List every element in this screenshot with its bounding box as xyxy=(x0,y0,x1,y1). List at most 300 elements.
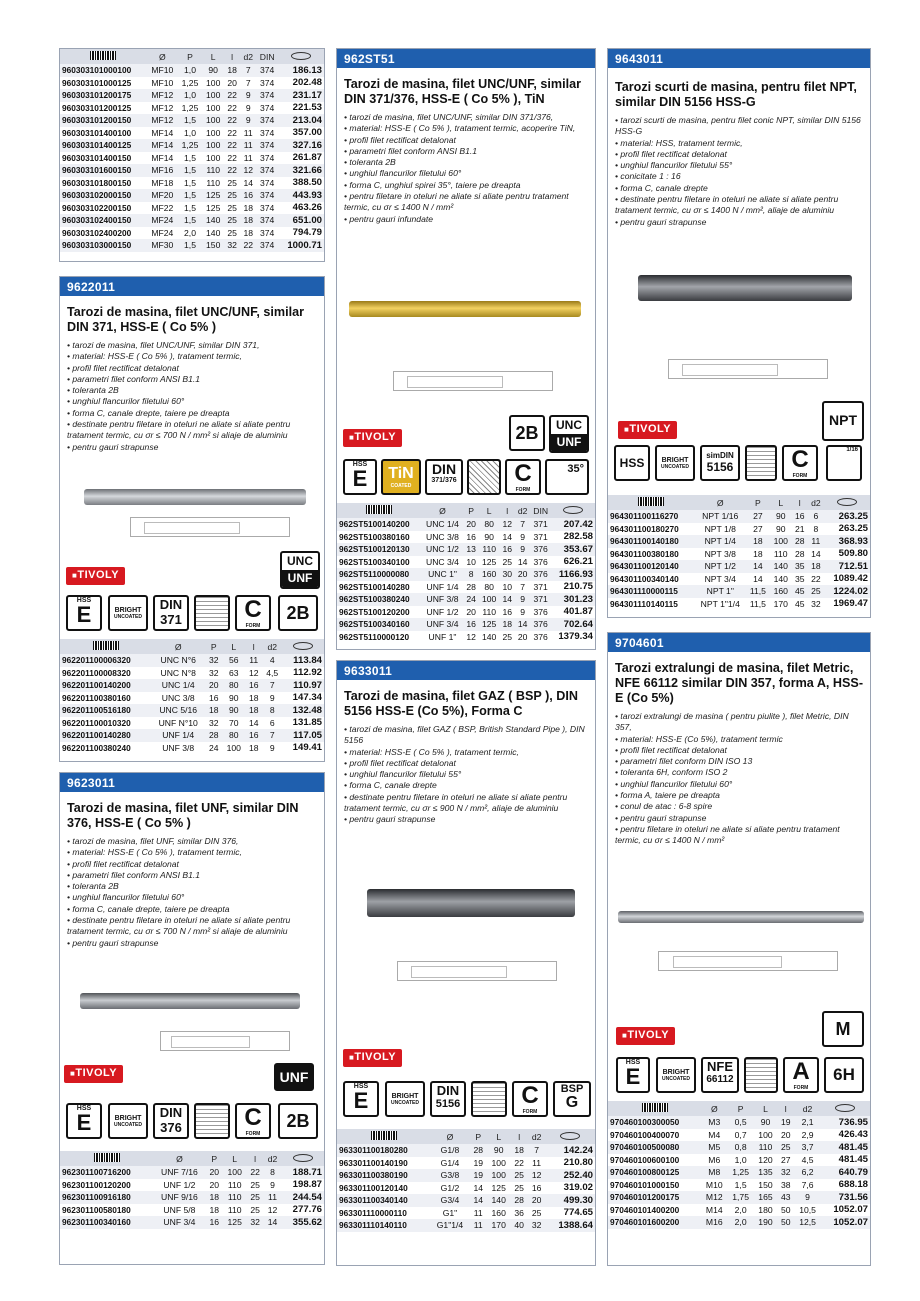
feature-item: • toleranta 6H, conform ISO 2 xyxy=(615,767,863,778)
barcode-icon xyxy=(638,497,664,506)
spec-value: 38 xyxy=(780,1179,791,1190)
spec-value: 28 xyxy=(510,1194,527,1207)
coins-icon xyxy=(560,1132,580,1140)
price-coins-icon xyxy=(281,1151,324,1166)
section-9643011 xyxy=(607,48,871,618)
spec-value: 32 xyxy=(528,1219,545,1232)
price-coins-icon xyxy=(282,639,324,654)
article-code: 964301100340140 xyxy=(610,573,679,584)
table-row xyxy=(608,1191,870,1204)
article-code: 970460100400070 xyxy=(610,1129,680,1140)
price-coins-icon xyxy=(821,1101,870,1116)
spec-value: 12 xyxy=(500,518,515,531)
article-code: 970460100500080 xyxy=(608,1141,701,1154)
spec-value: 25 xyxy=(777,1141,794,1154)
spec-value: 20 xyxy=(205,679,222,692)
spec-value: NPT 1/2 xyxy=(695,560,746,573)
column-header: P xyxy=(746,495,770,510)
feature-item: • material: HSS-E ( Co 5% ), tratament termic, xyxy=(344,747,588,758)
spec-value: 2,0 xyxy=(184,227,196,238)
tap-photo xyxy=(367,889,575,917)
feature-item: • forma C, canale drepte xyxy=(615,183,863,194)
article-code: 962301100120200 xyxy=(62,1179,131,1190)
feature-item: • profil filet rectificat detalonat xyxy=(67,859,317,870)
column-header: P xyxy=(205,639,222,654)
section-title: Tarozi de masina, filet UNC/UNF, similar DIN 371, HSS-E ( Co 5% ) xyxy=(67,305,305,334)
taper-icon: 1/16 xyxy=(826,445,862,481)
table-row xyxy=(608,523,870,536)
spiral-flute-icon xyxy=(467,459,501,495)
spec-value: 14 xyxy=(264,1216,281,1229)
spec-value: 18 xyxy=(500,618,515,631)
spec-value: 3,7 xyxy=(794,1141,820,1154)
spec-value: 14 xyxy=(473,1182,484,1193)
spec-value: 14 xyxy=(243,177,253,188)
spec-value: 25 xyxy=(224,189,240,202)
spec-value: 12 xyxy=(267,1204,278,1215)
spec-value: 22 xyxy=(224,139,240,152)
spec-value: 1,5 xyxy=(178,189,203,202)
spec-value: UNC 3/4 xyxy=(426,556,459,567)
spec-value: MF24 xyxy=(151,227,174,238)
spec-value: 7 xyxy=(515,518,530,531)
column-header: Ø xyxy=(147,49,178,64)
spec-value: 28 xyxy=(205,729,222,742)
spec-value: M5 xyxy=(701,1141,727,1154)
article-code: 970460101200175 xyxy=(608,1191,701,1204)
article-code: 962201100380160 xyxy=(62,692,131,703)
spec-value: 16 xyxy=(466,531,476,542)
coins-icon xyxy=(291,52,311,60)
technical-drawing xyxy=(130,517,290,537)
spec-value: NPT 3/4 xyxy=(704,573,736,584)
column-header: l xyxy=(792,495,808,510)
spec-value: 12 xyxy=(248,667,259,678)
spec-value: 110 xyxy=(773,548,788,559)
feature-item: • parametri filet conform ANSI B1.1 xyxy=(344,146,588,157)
price: 202.48 xyxy=(292,77,322,89)
article-code: 962ST5100140280 xyxy=(339,581,410,592)
feature-item: • conul de atac : 6-8 spire xyxy=(615,801,863,812)
table-row xyxy=(60,717,324,730)
spec-value: 7 xyxy=(262,729,282,742)
spec-value: 22 xyxy=(224,89,240,102)
table-row xyxy=(60,239,324,252)
spec-value: 110 xyxy=(482,606,497,617)
article-code: 962201100380240 xyxy=(62,742,131,753)
feature-item: • pentru gauri infundate xyxy=(344,214,588,225)
article-code: 960303101200150 xyxy=(60,114,147,127)
spec-value: 16 xyxy=(240,189,256,202)
spec-value: 11 xyxy=(808,535,824,548)
spec-value: 7 xyxy=(528,1144,545,1157)
section-9623011 xyxy=(59,772,325,1265)
spec-value: 27 xyxy=(780,1154,791,1165)
column-header: Ø xyxy=(701,1101,727,1116)
spec-value: 32 xyxy=(205,654,222,667)
feature-list xyxy=(67,836,317,949)
spec-value: 16 xyxy=(502,606,513,617)
table-row xyxy=(60,202,324,215)
article-code: 963301100180280 xyxy=(337,1144,430,1157)
spec-value: UNC 3/8 xyxy=(426,531,459,542)
spec-value: 22 xyxy=(227,127,237,138)
feature-list xyxy=(344,724,588,826)
table-row xyxy=(337,1194,595,1207)
section-title: Tarozi de masina, filet GAZ ( BSP ), DIN 5156 HSS-E (Co 5%), Forma C xyxy=(344,689,578,718)
price: 321.66 xyxy=(278,164,324,177)
article-code: 964301110000115 xyxy=(608,585,695,598)
price: 481.45 xyxy=(838,1154,868,1166)
feature-item: • tarozi de masina, filet UNC/UNF, similar DIN 371/376, xyxy=(344,112,588,123)
table-row xyxy=(60,1216,324,1229)
spec-value: 9 xyxy=(794,1191,820,1204)
bsp-g-icon: BSP G xyxy=(553,1081,591,1117)
table-row xyxy=(337,1219,595,1232)
price: 210.80 xyxy=(563,1157,593,1169)
feature-item: • destinate pentru filetare in oteluri ne aliate si aliate pentru tratament termic, cu σr ≤ 700 N / mm² si aliaje de aluminiu xyxy=(67,915,317,938)
price: 319.02 xyxy=(563,1182,593,1194)
price: 388.50 xyxy=(292,177,322,189)
feature-item: • parametri filet conform ANSI B1.1 xyxy=(67,374,317,385)
article-code: 962ST5100380160 xyxy=(339,531,410,542)
column-header: l xyxy=(510,1129,527,1144)
spec-value: 90 xyxy=(770,510,792,523)
din-icon: DIN 371/376 xyxy=(425,459,463,495)
table-row xyxy=(337,593,595,606)
spec-value: 22 xyxy=(246,1166,263,1179)
price-table xyxy=(337,1129,595,1232)
price: 198.87 xyxy=(292,1179,322,1191)
price: 131.85 xyxy=(292,717,322,729)
spec-value: 9 xyxy=(270,1179,275,1190)
feature-item: • toleranta 2B xyxy=(67,385,317,396)
spec-value: 110 xyxy=(206,177,221,188)
spec-value: 25 xyxy=(531,1207,542,1218)
spec-value: 14 xyxy=(746,560,770,573)
spec-value: UNF N°10 xyxy=(158,717,198,728)
feature-item: • unghiul flancurilor filetului 55° xyxy=(615,160,863,171)
tivoly-logo: ■ TIVOLY xyxy=(343,1049,402,1067)
spec-value: 18 xyxy=(224,64,240,77)
spec-value: 7 xyxy=(262,679,282,692)
feature-item: • tarozi extralungi de masina ( pentru piulite ), filet Metric, DIN 357, xyxy=(615,711,863,734)
column-header: L xyxy=(754,1101,777,1116)
spec-value: 100 xyxy=(206,102,221,113)
spec-value: 21 xyxy=(794,523,805,534)
barcode-icon xyxy=(337,1129,430,1144)
price: 357.00 xyxy=(292,127,322,139)
spec-value: 165 xyxy=(754,1191,777,1204)
hss-icon: HSS xyxy=(614,445,650,481)
price: 401.87 xyxy=(563,606,593,618)
npt-badge: NPT xyxy=(822,401,864,441)
thread-icon xyxy=(744,1057,778,1093)
hss-e-icon: HSS E xyxy=(66,1103,102,1139)
spec-value: 1,0 xyxy=(184,127,196,138)
spec-value: 1,5 xyxy=(178,239,203,252)
feature-item: • parametri filet conform ANSI B1.1 xyxy=(67,870,317,881)
spec-value: 28 xyxy=(466,581,476,592)
spec-value: 100 xyxy=(758,1129,773,1140)
spec-value: 24 xyxy=(209,742,219,753)
feature-item: • material: HSS, tratament termic, xyxy=(615,138,863,149)
table-row xyxy=(337,631,595,644)
spec-value: 80 xyxy=(222,729,245,742)
spec-value: 25 xyxy=(808,585,824,598)
article-code: 962ST5100340160 xyxy=(337,618,422,631)
tap-photo xyxy=(618,911,864,923)
spec-value: M3 xyxy=(701,1116,727,1129)
price: 210.75 xyxy=(563,581,593,593)
section-title: Tarozi extralungi de masina, filet Metric, NFE 66112 similar DIN 357, forma A, HSS-E (Co 5%) xyxy=(615,661,864,705)
spec-value: 70 xyxy=(228,717,239,728)
section-9704601 xyxy=(607,632,871,1266)
price-table xyxy=(608,1101,870,1229)
spec-value: 25 xyxy=(250,1204,260,1215)
spec-value: 20 xyxy=(463,518,478,531)
price: 142.24 xyxy=(545,1144,595,1157)
column-header: d2 xyxy=(515,503,530,518)
spec-value: 4 xyxy=(262,654,282,667)
spec-value: 25 xyxy=(502,556,513,567)
spec-value: 18 xyxy=(206,1191,223,1204)
section-code: 9633011 xyxy=(337,661,595,680)
spec-value: 90 xyxy=(487,1144,511,1157)
spec-value: 18 xyxy=(808,560,824,573)
price: 112.92 xyxy=(293,667,322,679)
spec-value: UNC 1" xyxy=(422,568,464,581)
spec-value: 1,0 xyxy=(178,64,203,77)
spec-value: 25 xyxy=(227,177,237,188)
spec-value: UNF 1/2 xyxy=(426,606,459,617)
spec-value: 25 xyxy=(246,1191,263,1204)
spec-value: 25 xyxy=(250,1179,260,1190)
spec-value: 100 xyxy=(491,1157,506,1168)
section-title: Tarozi de masina, filet UNF, similar DIN 376, HSS-E ( Co 5% ) xyxy=(67,801,299,830)
feature-item: • profil filet rectificat detalonat xyxy=(615,149,863,160)
spec-value: 374 xyxy=(256,139,278,152)
spec-value: 30 xyxy=(500,568,515,581)
article-code: 960303102400200 xyxy=(62,227,132,238)
thread-icon xyxy=(745,445,777,481)
table-row xyxy=(60,89,324,102)
table-row xyxy=(60,64,324,77)
spec-value: UNC 3/8 xyxy=(161,692,195,703)
spec-value: 25 xyxy=(227,227,237,238)
tin-coated-icon: TiN COATED xyxy=(381,459,421,495)
price: 147.34 xyxy=(292,692,322,704)
barcode-icon xyxy=(60,639,151,654)
spec-value: 20 xyxy=(517,631,528,642)
price: 261.87 xyxy=(292,152,322,164)
spec-value: 11,5 xyxy=(749,598,766,609)
price: 702.64 xyxy=(551,618,595,631)
price: 368.93 xyxy=(824,535,870,548)
article-code: 960303102400150 xyxy=(60,214,147,227)
form-c-icon: C FORM xyxy=(505,459,541,495)
column-header: d2 xyxy=(262,639,282,654)
form-c-icon: C FORM xyxy=(235,1103,271,1139)
spec-value: 125 xyxy=(482,556,497,567)
feature-item: • destinate pentru filetare in oteluri ne aliate si aliate pentru tratament termic, cu σr ≤ 700 N / mm² si aliaje de aluminiu xyxy=(67,419,317,442)
feature-item: • unghiul flancurilor filetului 60° xyxy=(344,168,588,179)
spec-value: 27 xyxy=(746,510,770,523)
spec-value: 19 xyxy=(777,1116,794,1129)
spec-value: 100 xyxy=(202,89,224,102)
spec-value: 140 xyxy=(206,227,221,238)
spec-value: 18 xyxy=(205,704,222,717)
table-row xyxy=(608,548,870,561)
spec-value: 1,5 xyxy=(178,114,203,127)
column-header: L xyxy=(479,503,500,518)
feature-list xyxy=(615,115,863,228)
hss-e-icon: HSS E xyxy=(616,1057,650,1093)
spec-value: 374 xyxy=(256,164,278,177)
price-table xyxy=(60,1151,324,1229)
feature-item: • pentru filetare in oteluri ne aliate si aliate pentru tratament termic, cu σr ≤ 1400 N / mm² xyxy=(344,191,588,214)
price-table xyxy=(60,49,324,252)
spec-value: 9 xyxy=(240,114,256,127)
spec-value: UNF 3/8 xyxy=(422,593,464,606)
spec-value: 25 xyxy=(227,202,237,213)
spec-value: 1,5 xyxy=(184,202,196,213)
spec-value: 14 xyxy=(500,593,515,606)
price: 626.21 xyxy=(563,556,593,568)
table-row xyxy=(60,1179,324,1192)
spec-value: 11 xyxy=(532,1157,542,1168)
article-code: 960303102200150 xyxy=(62,202,132,213)
spec-value: 376 xyxy=(533,556,548,567)
column-header: Ø xyxy=(422,503,464,518)
spec-value: 140 xyxy=(487,1194,511,1207)
unf-badge: UNF xyxy=(274,1063,314,1091)
feature-item: • unghiul flancurilor filetului 60° xyxy=(615,779,863,790)
article-code: 964301100140180 xyxy=(608,535,695,548)
feature-item: • profil filet rectificat detalonat xyxy=(67,363,317,374)
spec-value: 371 xyxy=(533,531,548,542)
spec-value: 190 xyxy=(754,1216,777,1229)
table-header-row xyxy=(337,1129,595,1144)
spec-value: 376 xyxy=(530,568,551,581)
spec-value: 24 xyxy=(463,593,478,606)
spec-value: 56 xyxy=(222,654,245,667)
spec-value: 9 xyxy=(269,742,275,753)
table-row xyxy=(608,598,870,611)
spec-value: 63 xyxy=(228,667,239,678)
coins-icon xyxy=(837,498,857,506)
table-header-row xyxy=(60,1151,324,1166)
spec-value: 376 xyxy=(530,543,551,556)
spec-value: 19 xyxy=(470,1169,487,1182)
spec-value: 9 xyxy=(269,692,275,703)
simdin-icon: simDIN 5156 xyxy=(700,445,740,481)
spec-value: 32 xyxy=(811,598,821,609)
spec-value: 100 xyxy=(206,152,221,163)
spec-value: 135 xyxy=(754,1166,777,1179)
article-code: 970460101000150 xyxy=(610,1179,680,1190)
spec-value: 110 xyxy=(223,1191,247,1204)
spec-value: 90 xyxy=(484,531,494,542)
tolerance-icon: 2B xyxy=(278,595,318,631)
barcode-icon xyxy=(60,49,147,64)
table-row xyxy=(60,177,324,190)
spec-value: 27 xyxy=(753,523,763,534)
article-code: 963301100120140 xyxy=(339,1182,408,1193)
spec-value: UNF 3/4 xyxy=(153,1216,205,1229)
spec-value: 18 xyxy=(746,535,770,548)
column-header: P xyxy=(463,503,478,518)
price: 426.43 xyxy=(838,1129,868,1141)
spec-value: 14 xyxy=(515,618,530,631)
price: 221.53 xyxy=(292,102,322,114)
spec-value: 100 xyxy=(206,77,221,88)
spec-value: 371 xyxy=(530,518,551,531)
spec-value: 12 xyxy=(466,631,476,642)
feature-item: • material: HSS-E ( Co 5% ), tratament termic, acoperire TiN, xyxy=(344,123,588,134)
spec-value: NPT 1/16 xyxy=(695,510,746,523)
feature-item: • pentru gauri strapunse xyxy=(615,813,863,824)
spec-value: 1,5 xyxy=(184,152,196,163)
article-code: 960303102000150 xyxy=(60,189,147,202)
price: 113.84 xyxy=(282,654,324,667)
spec-value: UNC N°8 xyxy=(160,667,196,678)
spec-value: 1,5 xyxy=(184,177,196,188)
spec-value: 16 xyxy=(500,543,515,556)
price: 110.97 xyxy=(282,679,324,692)
spec-value: 140 xyxy=(773,573,788,584)
din-icon: DIN 5156 xyxy=(430,1081,466,1117)
price: 1052.07 xyxy=(833,1204,868,1216)
technical-drawing xyxy=(160,1031,290,1051)
table-row xyxy=(337,518,595,531)
spec-value: 10 xyxy=(466,556,476,567)
spec-value: 18 xyxy=(248,742,259,753)
price-coins-icon xyxy=(551,503,595,518)
column-header: L xyxy=(222,639,245,654)
feature-item: • unghiul flancurilor filetului 60° xyxy=(67,892,317,903)
table-header-row xyxy=(337,503,595,518)
column-header: L xyxy=(487,1129,511,1144)
spec-value: 25 xyxy=(514,1182,524,1193)
spec-value: NPT 1/4 xyxy=(695,535,746,548)
spec-value: 374 xyxy=(259,127,275,138)
spec-value: UNC 5/16 xyxy=(151,704,205,717)
table-row xyxy=(60,1204,324,1217)
price: 132.48 xyxy=(282,704,324,717)
column-header: d2 xyxy=(528,1129,545,1144)
column-header: P xyxy=(470,1129,487,1144)
spec-value: 32 xyxy=(209,717,219,728)
table-row xyxy=(608,573,870,586)
spec-value: 28 xyxy=(470,1144,487,1157)
spec-value: 18 xyxy=(245,704,262,717)
column-header: DIN xyxy=(256,49,278,64)
metric-badge: M xyxy=(822,1011,864,1047)
thread-icon xyxy=(471,1081,507,1117)
table-row xyxy=(60,1166,324,1179)
spec-value: 20 xyxy=(515,568,530,581)
table-header-row xyxy=(608,1101,870,1116)
spec-value: 8 xyxy=(813,523,819,534)
spec-value: 374 xyxy=(259,177,275,188)
spec-value: 13 xyxy=(463,543,478,556)
tivoly-logo: ■ TIVOLY xyxy=(618,421,677,439)
table-row xyxy=(60,654,324,667)
spec-value: 11 xyxy=(473,1207,483,1218)
spec-value: 22 xyxy=(514,1157,524,1168)
price: 353.67 xyxy=(551,543,595,556)
